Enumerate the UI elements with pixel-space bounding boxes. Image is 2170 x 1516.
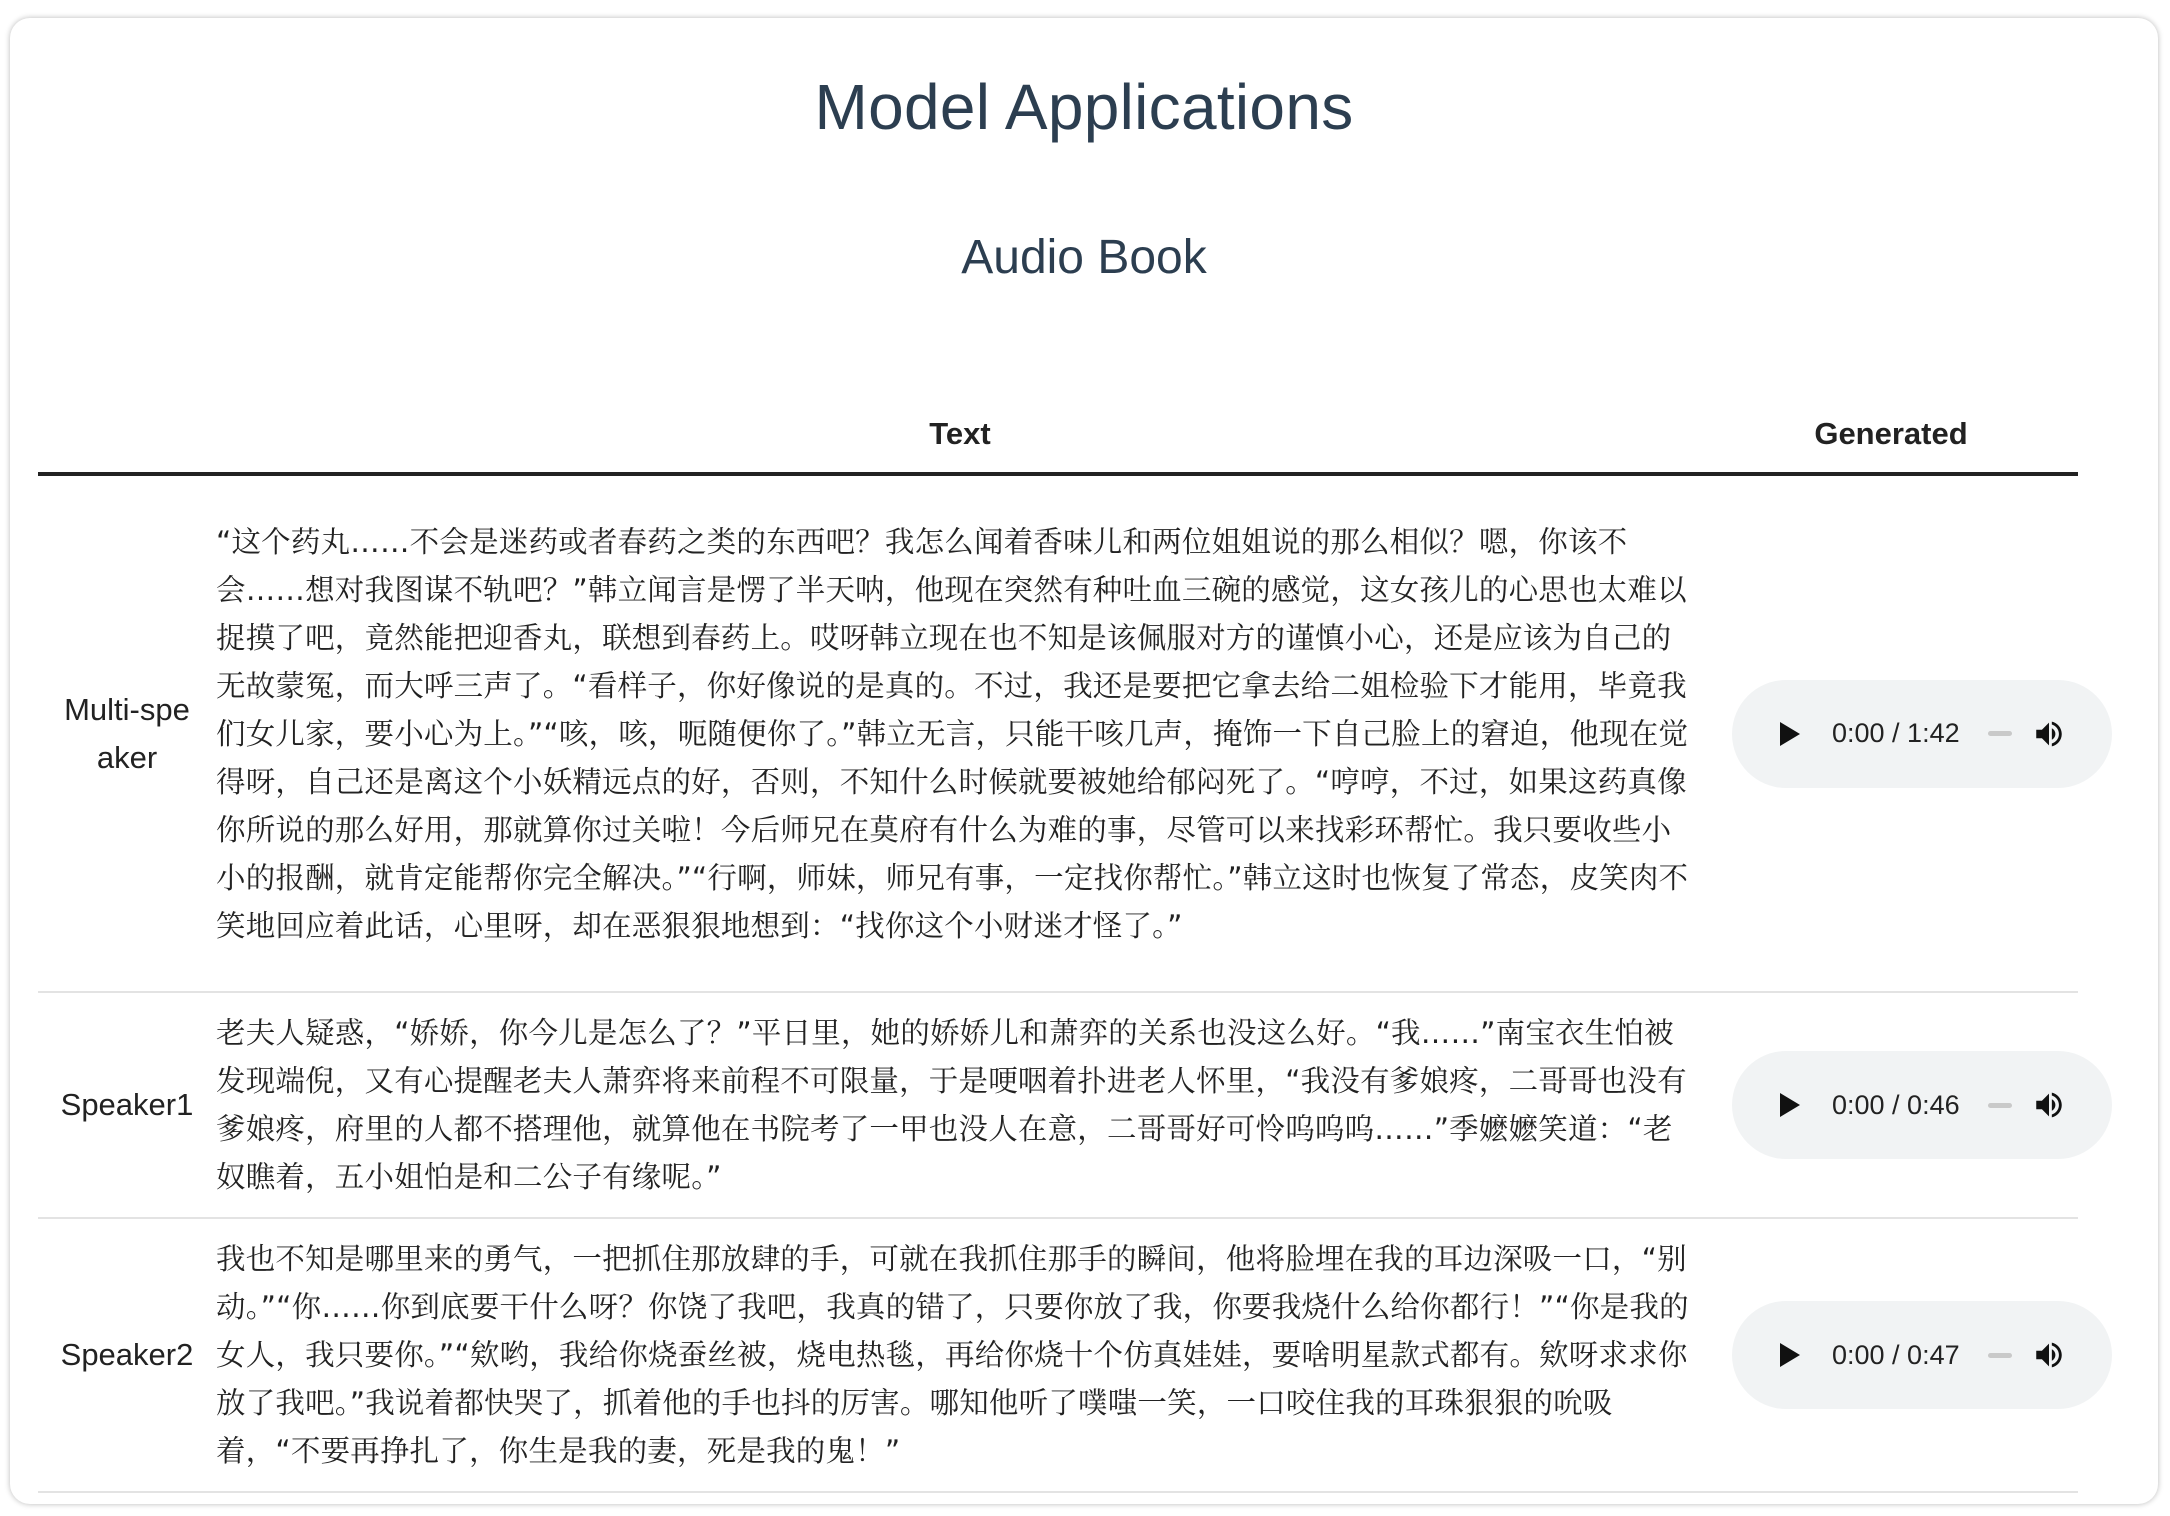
table-row (38, 992, 2078, 1218)
audio-cell (1704, 474, 2078, 992)
audio-progress-slider[interactable] (1988, 1103, 2012, 1108)
audio-time: 0:00 / 0:47 (1832, 1339, 1960, 1370)
volume-icon[interactable] (2032, 717, 2066, 751)
volume-icon[interactable] (2032, 1088, 2066, 1122)
play-icon[interactable] (1780, 1093, 1800, 1117)
audio-progress-slider[interactable] (1988, 731, 2012, 736)
content-card (10, 18, 2158, 1504)
row-label-text: Multi-speaker (64, 691, 190, 775)
page-title: Model Applications (814, 71, 1354, 143)
audio-time: 0:00 / 0:46 (1832, 1089, 1960, 1120)
audio-progress-slider[interactable] (1988, 1353, 2012, 1358)
audio-player[interactable] (1732, 1301, 2112, 1409)
volume-icon[interactable] (2032, 1338, 2066, 1372)
row-text: 老夫人疑惑，“娇娇，你今儿是怎么了？”平日里，她的娇娇儿和萧弈的关系也没这么好。“我……”南宝衣生怕被发现端倪，又有心提醒老夫人萧弈将来前程不可限量，于是哽咽着扑进老人怀里，“我没有爹娘疼，二哥哥也没有爹娘疼，府里的人都不搭理他，就算他在书院考了一甲也没人在意，二哥哥好可怜呜呜呜……”季嬷嬷笑道：“老奴瞧着，五小姐怕是和二公子有缘呢。” (216, 992, 1704, 1218)
row-text: 我也不知是哪里来的勇气，一把抓住那放肆的手，可就在我抓住那手的瞬间，他将脸埋在我的耳边深吸一口，“别动。”“你……你到底要干什么呀？你饶了我吧，我真的错了，只要你放了我，你要我烧什么给你都行！”“你是我的女人，我只要你。”“欸哟，我给你烧蚕丝被，烧电热毯，再给你烧十个仿真娃娃，要啥明星款式都有。欸呀求求你放了我吧。”我说着都快哭了，抓着他的手也抖的厉害。哪知他听了噗嗤一笑，一口咬住我的耳珠狠狠的吮吸着，“不要再挣扎了，你生是我的妻，死是我的鬼！” (216, 1218, 1704, 1492)
audio-player[interactable] (1732, 1051, 2112, 1159)
row-label (38, 474, 216, 992)
samples-table (38, 406, 2078, 1493)
row-label: Speaker1 (38, 992, 216, 1218)
table-row (38, 474, 2078, 992)
audio-cell (1704, 1218, 2078, 1492)
header-label (38, 406, 216, 474)
audio-player[interactable] (1732, 680, 2112, 788)
audio-cell (1704, 992, 2078, 1218)
play-icon[interactable] (1780, 722, 1800, 746)
play-icon[interactable] (1780, 1343, 1800, 1367)
row-label: Speaker2 (38, 1218, 216, 1492)
table-row (38, 1218, 2078, 1492)
audio-time: 0:00 / 1:42 (1832, 718, 1960, 748)
row-text: “这个药丸……不会是迷药或者春药之类的东西吧？我怎么闻着香味儿和两位姐姐说的那么相似？嗯，你该不会……想对我图谋不轨吧？”韩立闻言是愣了半天呐，他现在突然有种吐血三碗的感觉，这女孩儿的心思也太难以捉摸了吧，竟然能把迎香丸，联想到春药上。哎呀韩立现在也不知是该佩服对方的谨慎小心，还是应该为自己的无故蒙冤，而大呼三声了。“看样子，你好像说的是真的。不过，我还是要把它拿去给二姐检验下才能用，毕竟我们女儿家，要小心为上。”“咳，咳，呃随便你了。”韩立无言，只能干咳几声，掩饰一下自己脸上的窘迫，他现在觉得呀，自己还是离这个小妖精远点的好，否则，不知什么时候就要被她给郁闷死了。“哼哼，不过，如果这药真像你所说的那么好用，那就算你过关啦！今后师兄在莫府有什么为难的事，尽管可以来找彩环帮忙。我只要收些小小的报酬，就肯定能帮你完全解决。”“行啊，师妹，师兄有事，一定找你帮忙。”韩立这时也恢复了常态，皮笑肉不笑地回应着此话，心里呀，却在恶狠狠地想到：“找你这个小财迷才怪了。” (216, 474, 1704, 992)
header-generated: Generated (1704, 406, 2078, 474)
table-header-row (38, 406, 2078, 474)
section-title: Audio Book (961, 231, 1207, 284)
header-text: Text (216, 406, 1704, 474)
